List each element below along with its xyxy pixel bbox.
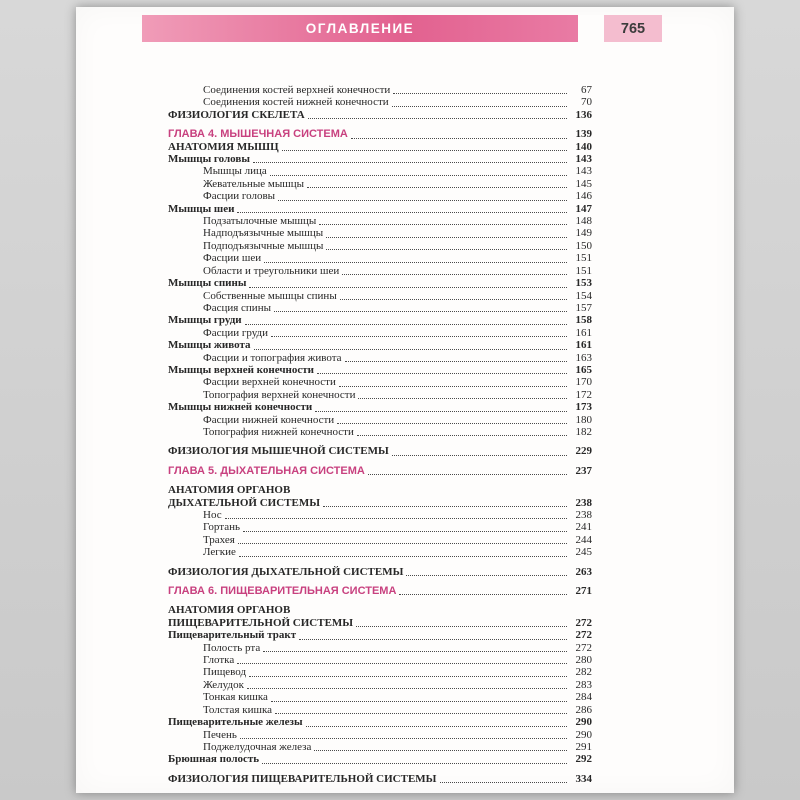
toc-entry [168,534,592,546]
dot-leader [399,594,567,595]
dot-leader [271,701,567,702]
toc-entry-title: Пищеварительный тракт [168,629,297,642]
toc-entry-page: 263 [575,565,592,578]
toc-entry-title: Мышцы головы [168,153,250,166]
toc-entry-page: 244 [575,533,592,546]
dot-leader [392,455,567,456]
toc-entry [168,654,592,666]
toc-entry [168,128,592,140]
toc-entry-title: Мышцы верхней конечности [168,363,314,376]
toc-entry-page: 180 [575,413,592,426]
toc-entry [168,203,592,215]
dot-leader [270,175,567,176]
dot-leader [249,287,567,288]
toc-entry [168,617,592,629]
toc-entry [168,546,592,558]
dot-leader [440,782,568,783]
toc-entry [168,109,592,121]
toc-entry-title: Мышцы шеи [168,202,235,215]
toc-entry-title: ПИЩЕВАРИТЕЛЬНОЙ СИСТЕМЫ [168,616,354,629]
toc-entry-page: 238 [575,496,592,509]
dot-leader [254,349,567,350]
toc-entry-page: 154 [575,289,592,302]
toc-entry-page: 67 [581,84,592,96]
toc-entry [168,509,592,521]
toc-entry-title: ФИЗИОЛОГИЯ ПИЩЕВАРИТЕЛЬНОЙ СИСТЕМЫ [168,772,437,785]
dot-leader [225,518,567,519]
toc-entry-title: Пищевод [203,666,247,679]
toc-entry-title: АНАТОМИЯ МЫШЦ [168,140,279,153]
toc-entry-title: Поджелудочная железа [203,740,312,753]
toc-entry [168,178,592,190]
toc-entry [168,352,592,364]
toc-entry-title: Толстая кишка [203,703,273,716]
toc-entry-page: 163 [575,351,592,364]
dot-leader [319,224,567,225]
dot-leader [264,262,567,263]
toc-entry-page: 145 [575,177,592,190]
toc-entry [168,376,592,388]
toc-entry-title: ФИЗИОЛОГИЯ ДЫХАТЕЛЬНОЙ СИСТЕМЫ [168,565,404,578]
toc-entry [168,327,592,339]
toc-entry [168,566,592,578]
toc-entry-title: Брюшная полость [168,753,260,766]
dot-leader [351,138,567,139]
toc-entry-page: 150 [575,239,592,252]
toc-entry-title: Полость рта [203,641,261,654]
toc-entry [168,642,592,654]
toc-entry-title: Желудок [203,678,244,691]
dot-leader [307,187,567,188]
toc-entry-title: Соединения костей верхней конечности [203,84,391,96]
toc-entry-page: 158 [575,314,592,327]
toc-entry-page: 272 [575,616,592,629]
toc-entry-title: АНАТОМИЯ ОРГАНОВ [168,604,291,617]
toc-entry-page: 292 [575,753,592,766]
toc-entry [168,153,592,165]
toc-entry [168,753,592,765]
dot-leader [263,651,567,652]
toc-entry-page: 173 [575,401,592,414]
toc-entry-title: Соединения костей нижней конечности [203,96,389,109]
dot-leader [249,676,567,677]
dot-leader [315,411,567,412]
toc-entry-page: 157 [575,301,592,314]
dot-leader [339,386,567,387]
toc-entry-page: 146 [575,190,592,203]
toc-entry-page: 284 [575,691,592,704]
toc-entry-page: 290 [575,716,592,729]
toc-entry-page: 182 [575,425,592,438]
dot-leader [262,763,567,764]
toc-entry-title: Собственные мышцы спины [203,289,337,302]
dot-leader [342,274,567,275]
toc-entry [168,484,592,496]
dot-leader [271,336,567,337]
toc-entry-title: Подзатылочные мышцы [203,215,317,228]
toc-entry-title: Глотка [203,654,235,667]
dot-leader [253,162,567,163]
toc-entry-title: Области и треугольники шеи [203,264,340,277]
dot-leader [326,237,567,238]
toc-entry-title: Фасции нижней конечности [203,413,335,426]
toc-entry-page: 290 [575,728,592,741]
toc-entry-title: ДЫХАТЕЛЬНОЙ СИСТЕМЫ [168,496,321,509]
toc-entry-title: Фасции шеи [203,252,262,265]
page-number-box [604,15,662,42]
toc-entry-title: Трахея [203,533,235,546]
toc-entry-title: Тонкая кишка [203,691,268,704]
header-bar [142,15,578,42]
toc-entry [168,497,592,509]
toc-list [168,84,592,785]
toc-entry [168,165,592,177]
toc-entry [168,445,592,457]
dot-leader [239,556,567,557]
toc-entry-page: 241 [575,521,592,534]
toc-entry-title: Фасции верхней конечности [203,376,336,389]
toc-entry-title: Гортань [203,521,240,534]
dot-leader [243,531,567,532]
dot-leader [358,398,567,399]
toc-entry-title: Мышцы нижней конечности [168,401,313,414]
toc-entry [168,252,592,264]
dot-leader [299,639,567,640]
toc-entry [168,227,592,239]
toc-entry-title: Фасции и топография живота [203,351,342,364]
dot-leader [275,713,567,714]
toc-entry [168,414,592,426]
toc-entry-page: 238 [575,509,592,521]
toc-entry-page: 245 [575,546,592,559]
toc-entry-page: 161 [575,339,592,352]
page-header [142,15,662,42]
page-title: ОГЛАВЛЕНИЕ [305,21,415,36]
toc-entry-title: Мышцы лица [203,165,267,178]
dot-leader [317,373,567,374]
dot-leader [393,93,567,94]
dot-leader [392,106,567,107]
page-number: 765 [620,20,646,37]
toc-entry [168,465,592,477]
dot-leader [240,738,567,739]
toc-entry [168,679,592,691]
toc-entry [168,190,592,202]
toc-entry-page: 149 [575,227,592,240]
toc-entry-title: АНАТОМИЯ ОРГАНОВ [168,484,291,497]
toc-entry-title: Топография нижней конечности [203,425,354,438]
toc-entry [168,215,592,227]
toc-entry [168,314,592,326]
toc-entry [168,364,592,376]
toc-entry [168,729,592,741]
toc-entry [168,666,592,678]
toc-page [76,7,734,793]
toc-entry [168,290,592,302]
toc-entry-page: 170 [575,376,592,389]
toc-entry [168,585,592,597]
toc-entry-page: 70 [581,96,592,109]
toc-entry-title: Мышцы груди [168,314,242,327]
toc-entry-title: ФИЗИОЛОГИЯ СКЕЛЕТА [168,108,305,121]
dot-leader [323,506,567,507]
toc-entry-page: 165 [575,363,592,376]
toc-entry-title: Пищеварительные железы [168,716,303,729]
toc-entry-page: 291 [575,740,592,753]
toc-entry [168,704,592,716]
toc-entry [168,84,592,96]
dot-leader [274,311,567,312]
toc-entry [168,773,592,785]
dot-leader [306,726,567,727]
dot-leader [357,435,567,436]
toc-entry [168,401,592,413]
toc-entry-page: 151 [575,252,592,265]
toc-entry-page: 136 [575,108,592,121]
toc-entry [168,277,592,289]
toc-entry-title: Фасция спины [203,301,271,314]
toc-entry-title: Топография верхней конечности [203,388,356,401]
toc-entry-page: 283 [575,678,592,691]
toc-entry [168,691,592,703]
toc-entry-title: Мышцы живота [168,339,251,352]
toc-entry-page: 139 [575,128,592,141]
dot-leader [238,543,567,544]
toc-entry [168,521,592,533]
dot-leader [337,423,567,424]
toc-entry-title: Легкие [203,546,236,559]
toc-entry-title: Печень [203,728,237,741]
dot-leader [314,750,567,751]
toc-entry [168,302,592,314]
dot-leader [356,626,567,627]
dot-leader [237,663,567,664]
dot-leader [247,688,567,689]
toc-entry-title: Подподъязычные мышцы [203,239,324,252]
toc-entry-page: 143 [575,153,592,166]
dot-leader [245,324,567,325]
toc-entry-page: 334 [575,772,592,785]
toc-entry-page: 153 [575,277,592,290]
toc-entry-page: 286 [575,703,592,716]
toc-entry-page: 147 [575,202,592,215]
toc-entry-page: 161 [575,326,592,339]
toc-entry-page: 172 [575,388,592,401]
toc-entry [168,240,592,252]
toc-entry-title: Жевательные мышцы [203,177,305,190]
dot-leader [345,361,567,362]
toc-entry-page: 151 [575,264,592,277]
toc-entry-title: ГЛАВА 6. ПИЩЕВАРИТЕЛЬНАЯ СИСТЕМА [168,585,397,598]
toc-entry [168,339,592,351]
toc-entry [168,716,592,728]
header-notch [578,15,604,42]
toc-entry-title: Мышцы спины [168,277,247,290]
dot-leader [237,212,567,213]
dot-leader [406,575,567,576]
toc-entry [168,426,592,438]
toc-entry-title: ГЛАВА 4. МЫШЕЧНАЯ СИСТЕМА [168,128,348,141]
toc-entry-page: 140 [575,140,592,153]
toc-entry-page: 229 [575,445,592,458]
toc-entry-page: 272 [575,641,592,654]
toc-entry [168,629,592,641]
toc-entry-title: ФИЗИОЛОГИЯ МЫШЕЧНОЙ СИСТЕМЫ [168,445,389,458]
toc-entry-page: 280 [575,654,592,667]
toc-entry-page: 272 [575,629,592,642]
toc-entry-page: 148 [575,215,592,228]
dot-leader [326,249,567,250]
toc-entry-title: Надподъязычные мышцы [203,227,324,240]
toc-entry-title: Фасции головы [203,190,276,203]
toc-entry-title: Фасции груди [203,326,269,339]
toc-entry [168,96,592,108]
toc-entry-page: 282 [575,666,592,679]
dot-leader [282,150,567,151]
toc-entry-page: 143 [575,165,592,178]
toc-entry-title: Нос [203,509,222,521]
toc-entry-page: 237 [575,464,592,477]
toc-entry-page: 271 [575,585,592,598]
toc-entry [168,389,592,401]
toc-entry [168,604,592,616]
dot-leader [368,474,567,475]
dot-leader [278,200,567,201]
toc-entry-title: ГЛАВА 5. ДЫХАТЕЛЬНАЯ СИСТЕМА [168,464,365,477]
toc-entry [168,265,592,277]
dot-leader [308,118,567,119]
toc-entry [168,741,592,753]
toc-entry [168,141,592,153]
dot-leader [340,299,567,300]
